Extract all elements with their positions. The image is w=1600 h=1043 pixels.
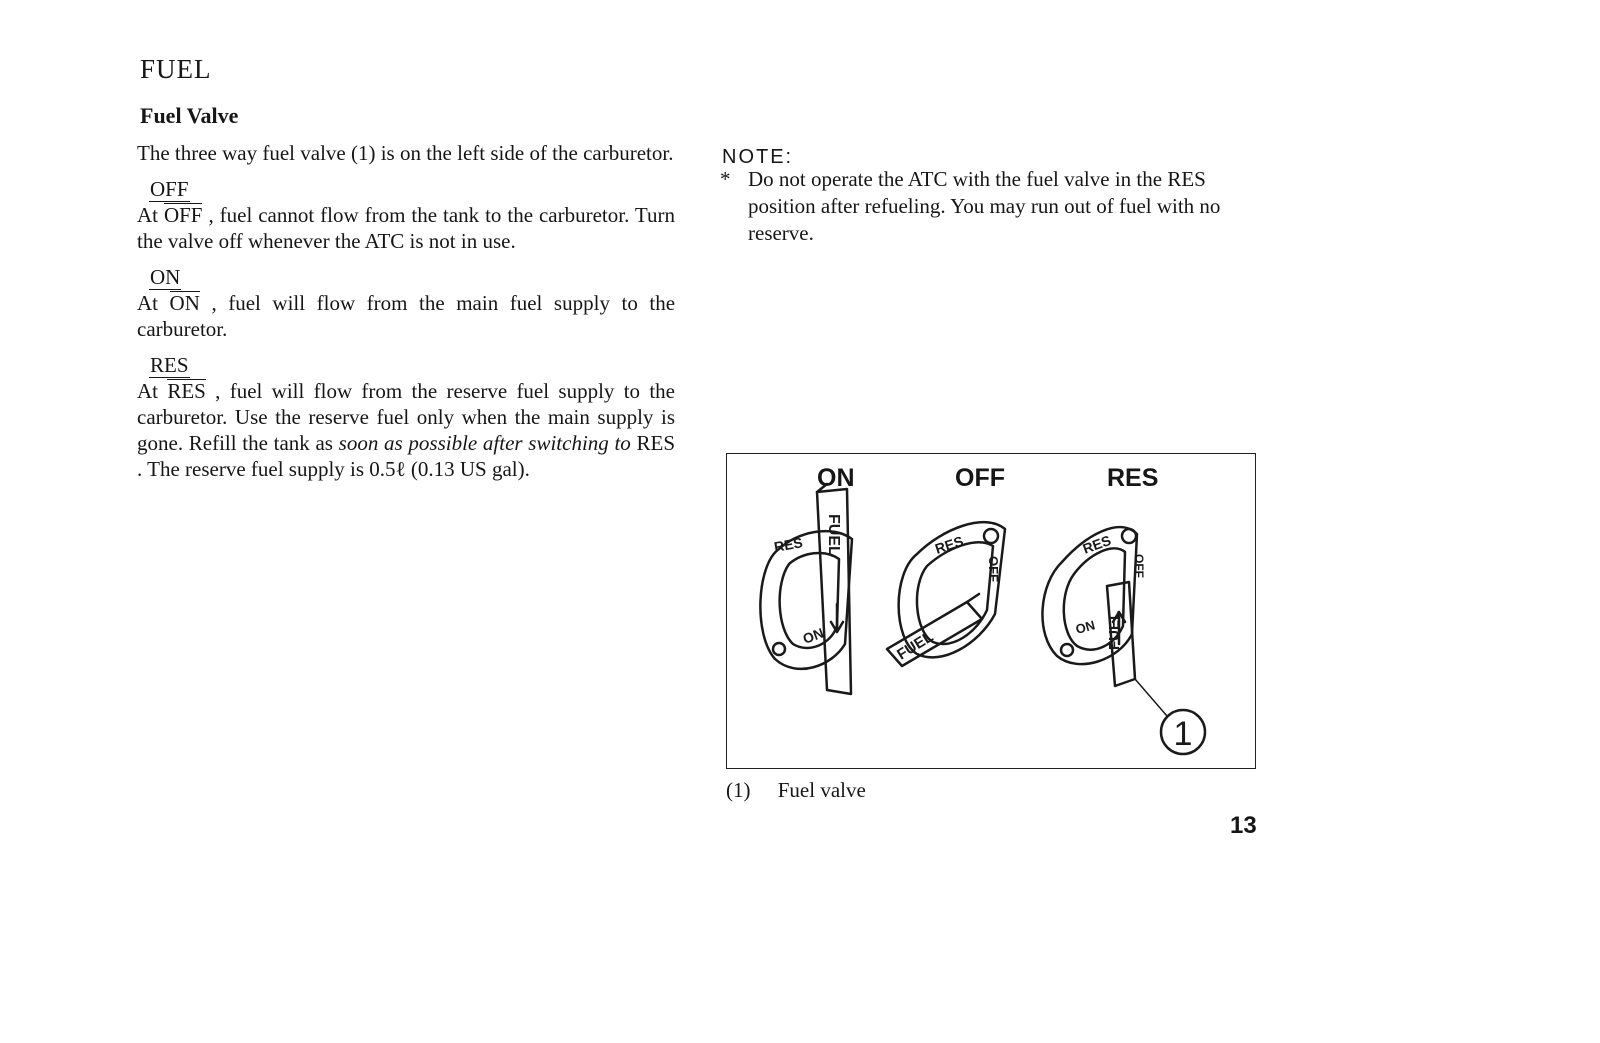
mode-description bbox=[137, 202, 675, 254]
note-body bbox=[720, 166, 1260, 247]
position-label-res: RES bbox=[1107, 464, 1159, 492]
mode-text: , fuel will flow from the reserve fuel supply to the carburetor. Use the reserve fuel only when the main supply is gone. Refill the tank as bbox=[137, 379, 676, 455]
valve-label-on: ON bbox=[800, 624, 826, 647]
valve-label-off: OFF bbox=[986, 556, 1001, 582]
mode-heading: RES bbox=[150, 353, 189, 377]
note-text: Do not operate the ATC with the fuel valve in the RES position after refueling. You may run out of fuel with no reserve. bbox=[748, 167, 1221, 245]
valve-label-res: RES bbox=[1080, 531, 1114, 557]
note-bullet: * bbox=[720, 167, 731, 191]
subsection-title: Fuel Valve bbox=[140, 103, 239, 128]
caption-text: Fuel valve bbox=[777, 778, 866, 802]
valve-label-fuel: FUEL bbox=[894, 628, 937, 664]
valve-label-fuel: FUEL bbox=[825, 514, 842, 556]
mode-text-after: . The reserve fuel supply is 0.5ℓ (0.13 US gal). bbox=[137, 457, 530, 481]
mode-heading: ON bbox=[150, 265, 181, 289]
fuel-valve-figure bbox=[726, 453, 1256, 769]
mode-on bbox=[137, 264, 675, 342]
at-word: At bbox=[137, 379, 158, 403]
mode-text-italic: soon as possible after switching to bbox=[338, 431, 631, 455]
mode-heading: OFF bbox=[150, 177, 189, 201]
figure-caption bbox=[726, 778, 866, 803]
valve-label-off: OFF bbox=[1132, 554, 1146, 578]
position-label-on: ON bbox=[817, 464, 855, 492]
intro-paragraph: The three way fuel valve (1) is on the left side of the carburetor. bbox=[137, 141, 674, 165]
page-number: 13 bbox=[1230, 812, 1257, 839]
left-column bbox=[137, 140, 675, 492]
mode-res bbox=[137, 352, 675, 482]
mode-off bbox=[137, 176, 675, 254]
mode-text: , fuel cannot flow from the tank to the carburetor. Turn the valve off whenever the ATC is not in use. bbox=[137, 203, 676, 253]
valve-label-res: RES bbox=[772, 534, 804, 555]
caption-number: (1) bbox=[726, 778, 751, 802]
position-label: RES bbox=[167, 379, 206, 403]
mode-description bbox=[137, 378, 675, 482]
valve-label-fuel: FUEL bbox=[1106, 610, 1123, 650]
position-label: OFF bbox=[163, 203, 203, 227]
valve-illustration bbox=[727, 454, 1257, 770]
valve-label-res: RES bbox=[932, 532, 966, 557]
position-label-off: OFF bbox=[955, 464, 1005, 492]
mode-description bbox=[137, 290, 675, 342]
at-word: At bbox=[137, 203, 158, 227]
callout-number: 1 bbox=[1173, 715, 1193, 753]
section-title: FUEL bbox=[140, 54, 212, 84]
valve-label-on: ON bbox=[1073, 617, 1097, 637]
note-label: NOTE: bbox=[722, 146, 794, 168]
position-label: ON bbox=[169, 291, 200, 315]
position-label-inline: RES bbox=[636, 431, 676, 455]
at-word: At bbox=[137, 291, 158, 315]
mode-text: , fuel will flow from the main fuel supply to the carburetor. bbox=[137, 291, 676, 341]
